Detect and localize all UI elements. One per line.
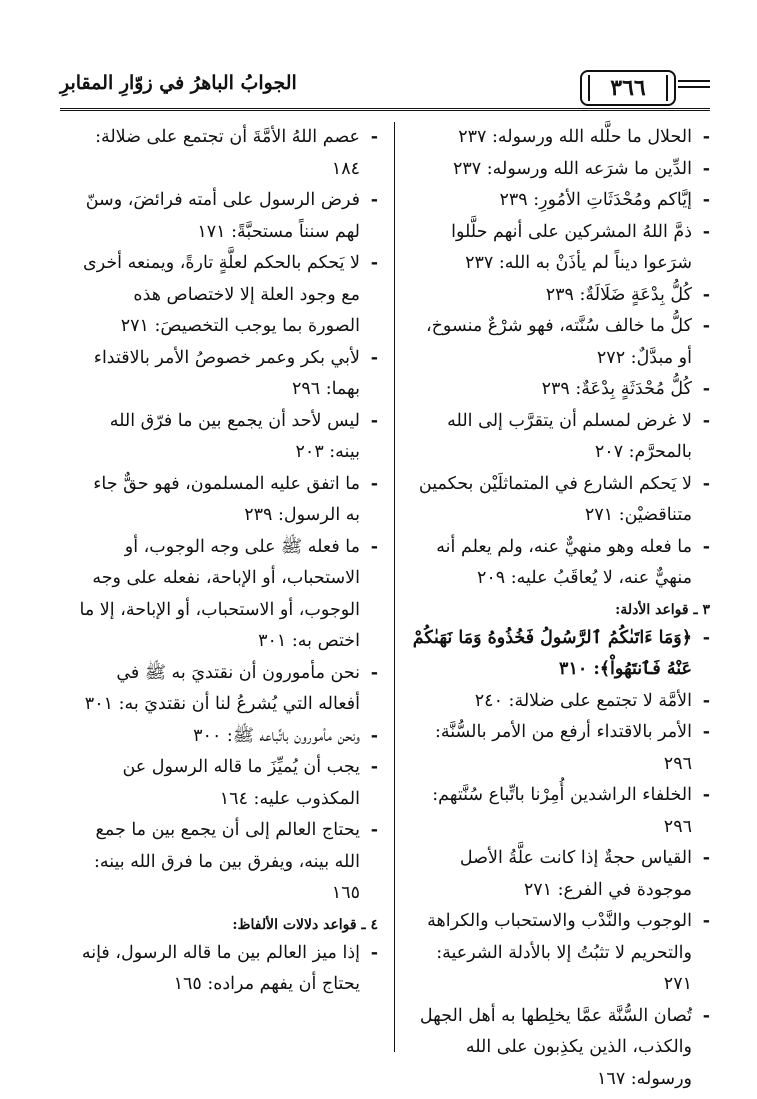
section-heading: ٣ ـ قواعد الأدلة: xyxy=(615,601,710,618)
index-entry: - ليس لأحد أن يجمع بين ما فرّق الله بينه: ٢٠٣ xyxy=(78,406,378,469)
index-entry: - لا غرض لمسلم أن يتقرَّب إلى الله بالمحرَّم: ٢٠٧ xyxy=(410,406,710,469)
right-column xyxy=(410,122,710,1095)
index-entry: - نحن مأمورون أن نقتديَ به ﷺ في أفعاله التي يُشرعُ لنا أن نقتديَ به: ٣٠١ xyxy=(78,658,378,721)
index-entry: - لا يَحكم الشارع في المتماثلَيْن بحكمين متناقضيْن: ٢٧١ xyxy=(410,469,710,532)
index-entry: - عصم اللهُ الأمَّةَ أن تجتمع على ضلالة: ١٨٤ xyxy=(78,122,378,185)
header-dash xyxy=(678,80,710,82)
header-dash xyxy=(678,86,710,88)
index-entry: - ما اتفق عليه المسلمون، فهو حقٌّ جاء به الرسول: ٢٣٩ xyxy=(78,469,378,532)
index-entry: - ذمَّ اللهُ المشركين على أنهم حلَّلوا شرَعوا ديناً لم يأذَنْ به الله: ٢٣٧ xyxy=(410,217,710,280)
page-number: ٣٦٦ xyxy=(580,70,676,106)
index-entry: - يجب أن يُميِّزَ ما قاله الرسول عن المكذوب عليه: ١٦٤ xyxy=(78,752,378,815)
running-title: الجوابُ الباهرُ في زوّارِ المقابرِ xyxy=(60,72,297,94)
page-header xyxy=(60,70,710,114)
index-entry: - الأمَّة لا تجتمع على ضلالة: ٢٤٠ xyxy=(410,686,710,718)
index-entry: - الأمر بالاقتداء أرفع من الأمر بالسُّنَّة: ٢٩٦ xyxy=(410,717,710,780)
index-entry: - إيَّاكم ومُحْدَثَاتِ الأمُورِ: ٢٣٩ xyxy=(410,185,710,217)
header-rule xyxy=(60,108,710,111)
left-column xyxy=(78,122,378,1001)
index-entry: - تُصان السُّنَّة عمَّا يخلِطها به أهل الجهل والكذب، الذين يكذِبون على الله ورسوله: ١٦٧ xyxy=(410,1001,710,1096)
index-entry: - الخلفاء الراشدين أُمِرْنا باتِّباع سُنَّتهم: ٢٩٦ xyxy=(410,780,710,843)
quran-verse-entry: - ﴿وَمَا ءَاتَىٰكُمُ ٱلرَّسُولُ فَخُذُوهُ وَمَا نَهَىٰكُمْ عَنْهُ فَٱنتَهُواْ﴾: ٣١٠ xyxy=(410,623,710,686)
index-entry: - فرض الرسول على أمته فرائضَ، وسنّ لهم سنناً مستحبَّةً: ١٧١ xyxy=(78,185,378,248)
index-entry: - إذا ميز العالم بين ما قاله الرسول، فإنه يحتاج أن يفهم مراده: ١٦٥ xyxy=(78,938,378,1001)
index-entry: - ما فعله ﷺ على وجه الوجوب، أو الاستحباب، أو الإباحة، نفعله على وجه الوجوب، أو الاستحباب، أو الإباحة، إلا ما اختص به: ٣٠١ xyxy=(78,532,378,658)
index-entry: - لا يَحكم بالحكم لعلَّةٍ تارةً، ويمنعه أخرى مع وجود العلة إلا لاختصاص هذه الصورة بما يوجب التخصيصَ: ٢٧١ xyxy=(78,248,378,343)
index-entry: - القياس حجةٌ إذا كانت علَّةُ الأصل موجودة في الفرع: ٢٧١ xyxy=(410,843,710,906)
index-entry: - كلُّ ما خالف سُنَّته، فهو شرْعٌ منسوخ، أو مبدَّلٌ: ٢٧٢ xyxy=(410,311,710,374)
index-entry: - كُلُّ مُحْدَثَةٍ بِدْعَةٌ: ٢٣٩ xyxy=(410,374,710,406)
index-entry: - الوجوب والنَّدْب والاستحباب والكراهة والتحريم لا تثبُتُ إلا بالأدلة الشرعية: ٢٧١ xyxy=(410,906,710,1001)
index-entry: - ونحن مأمورون باتِّباعه ﷺ: ٣٠٠ xyxy=(78,721,378,753)
column-divider xyxy=(394,122,395,1052)
index-entry: - الحلال ما حلَّله الله ورسوله: ٢٣٧ xyxy=(410,122,710,154)
index-entry: - الدِّين ما شرَعه الله ورسوله: ٢٣٧ xyxy=(410,154,710,186)
section-heading: ٤ ـ قواعد دلالات الألفاظ: xyxy=(232,916,378,933)
index-entry: - ما فعله وهو منهيٌّ عنه، ولم يعلم أنه منهيٌّ عنه، لا يُعاقَبُ عليه: ٢٠٩ xyxy=(410,532,710,595)
index-entry: - كُلُّ بِدْعَةٍ ضَلَالَةٌ: ٢٣٩ xyxy=(410,280,710,312)
index-entry: - لأبي بكر وعمر خصوصُ الأمر بالاقتداء بهما: ٢٩٦ xyxy=(78,343,378,406)
index-entry: - يحتاج العالم إلى أن يجمع بين ما جمع الله بينه، ويفرق بين ما فرق الله بينه: ١٦٥ xyxy=(78,815,378,910)
